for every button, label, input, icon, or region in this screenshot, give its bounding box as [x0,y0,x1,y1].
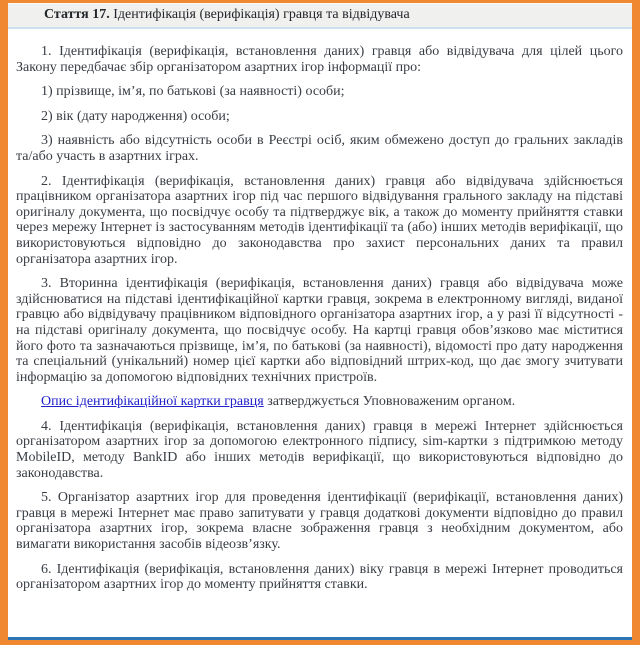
clause-5: 5. Організатор азартних ігор для проведення ідентифікації (верифікації, встановлення даних) гравця в мережі Інтернет має право запитувати у гравця додаткові документи відповідно до правил організатора азартних ігор, зокрема власне зображення гравця з необхідним документом, або вимагати використання засобів відеозв’язку. [16,490,623,553]
clause-6: 6. Ідентифікація (верифікація, встановлення даних) віку гравця в мережі Інтернет проводиться організатором азартних ігор до моменту прийняття ставки. [16,561,623,593]
clause-3: 3. Вторинна ідентифікація (верифікація, встановлення даних) гравця або відвідувача може здійснюватися на підставі ідентифікаційної картки гравця, зокрема в електронному вигляді, виданої гравцю або відвідувачу працівником відповідного організатора азартних ігор, а у разі її відсутності - на підставі оригіналу документа, що посвідчує особу. На картці гравця обов’язково має міститися його фото та зазначаються прізвище, ім’я, по батькові (за наявності), відомості про дату народження та спеціальний (унікальний) номер цієї картки або відповідний штрих-код, що дає змогу зчитувати інформацію за допомогою відповідних технічних пристроїв. [16,276,623,385]
clause-4: 4. Ідентифікація (верифікація, встановлення даних) гравця в мережі Інтернет здійснюється організатором азартних ігор за допомогою електронного підпису, sim-картки з підтримкою методу MobileID, методу BankID або інших методів верифікації, що використовуються відповідно до законодавства. [16,418,623,481]
card-description-clause [16,394,623,410]
article-body [8,29,632,637]
article-title: Ідентифікація (верифікація) гравця та відвідувача [109,7,410,22]
card-description-clause-text: затверджується Уповноваженим органом. [263,394,516,410]
clause-1-subitem-2: 2) вік (дату народження) особи; [41,108,230,124]
article-number-label: Стаття 17. [44,7,110,22]
card-description-link[interactable]: Опис ідентифікаційної картки гравця [41,394,264,410]
article-header [8,3,632,29]
clause-2: 2. Ідентифікація (верифікація, встановлення даних) гравця або відвідувача здійснюється працівником організатора азартних ігор під час першого відвідування грального закладу на підставі оригіналу документа, що посвідчує особу та підтверджує вік, а також до моменту прийняття ставки через мережу Інтернет із застосуванням методів ідентифікації та (або) інших методів верифікації, що використовуються відповідно до законодавства про захист персональних даних та правил організатора азартних ігор. [16,173,623,267]
clause-1-subitem-1: 1) прізвище, ім’я, по батькові (за наявності) особи; [41,84,345,100]
clause-1: 1. Ідентифікація (верифікація, встановлення даних) гравця або відвідувача для цілей цього Закону передбачає збір організатором азартних ігор інформації про: [16,44,623,75]
clause-1-subitem-3: 3) наявність або відсутність особи в Реєстрі осіб, яким обмежено доступ до гральних закладів та/або участь в азартних іграх. [16,133,623,164]
bottom-divider [8,637,632,640]
